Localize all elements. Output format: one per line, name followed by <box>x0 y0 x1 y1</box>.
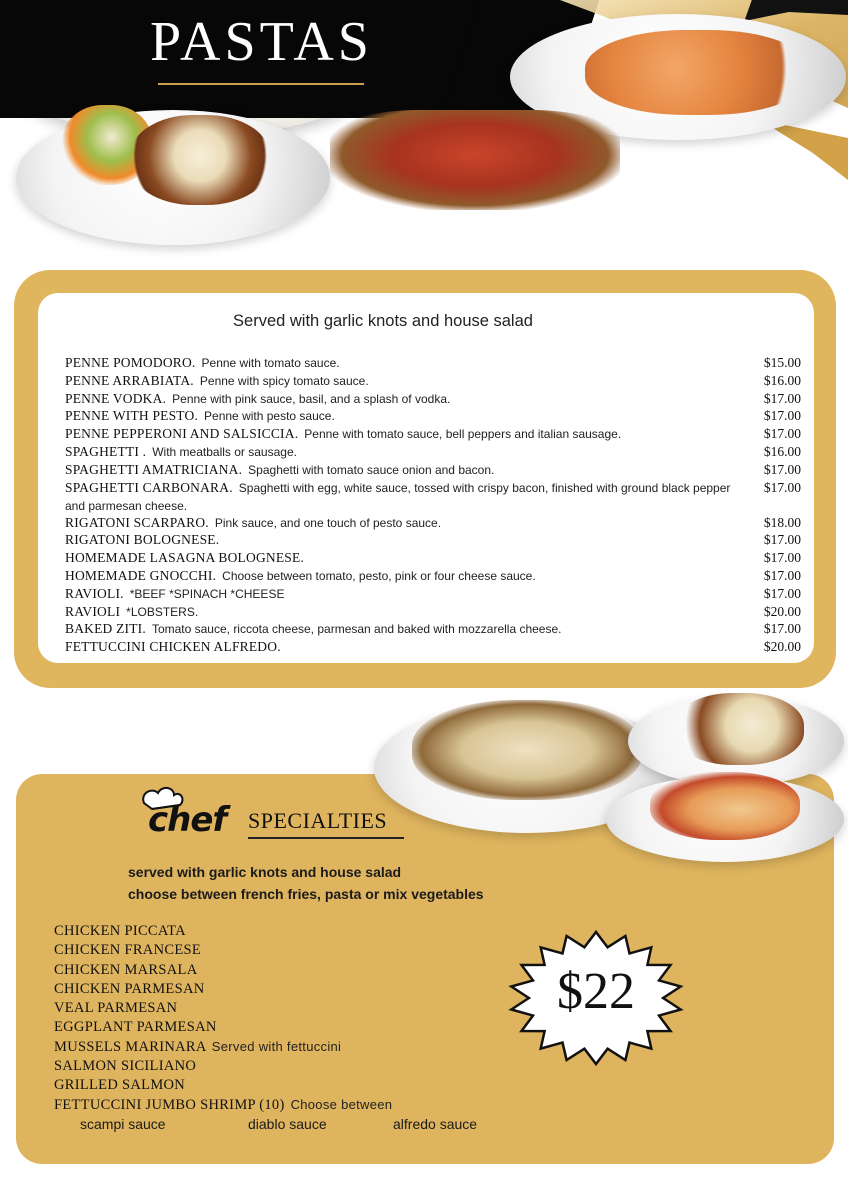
item-name: RIGATONI SCARPARO. <box>65 514 209 530</box>
specialty-name: CHICKEN PARMESAN <box>54 980 205 997</box>
item-name: RAVIOLI. <box>65 585 124 601</box>
pasta-menu-item <box>65 567 801 585</box>
item-description: Spaghetti with egg, white sauce, tossed with crispy bacon, finished with ground black pepper and parmesan cheese. <box>65 480 731 514</box>
pasta-menu-item <box>65 638 801 656</box>
specialty-item <box>54 1017 392 1036</box>
pasta-menu-item <box>65 585 801 603</box>
specialty-name: SALMON SICILIANO <box>54 1058 197 1075</box>
gold-stroke-decoration <box>760 120 848 180</box>
item-description: Penne with tomato sauce. <box>201 356 340 370</box>
item-description: Penne with pink sauce, basil, and a splash of vodka. <box>172 391 451 406</box>
specialties-title: SPECIALTIES <box>248 808 388 833</box>
item-description: With meatballs or sausage. <box>152 444 297 459</box>
item-name: SPAGHETTI CARBONARA. <box>65 479 233 495</box>
item-name: SPAGHETTI . <box>65 443 147 459</box>
specialty-description: Served with fettuccini <box>211 1038 342 1054</box>
pasta-menu-item <box>65 603 801 621</box>
item-description: Tomato sauce, riccota cheese, parmesan and baked with mozzarella cheese. <box>151 622 562 637</box>
sauce-option-scampi: scampi sauce <box>80 1116 166 1132</box>
cutlet-food <box>130 115 270 205</box>
chicken-food <box>674 693 804 765</box>
item-name: PENNE VODKA. <box>65 390 167 406</box>
item-price: $18.00 <box>763 514 801 530</box>
specialty-item <box>54 940 392 959</box>
item-description: *BEEF *SPINACH *CHEESE <box>129 586 285 601</box>
specialty-item <box>54 960 392 979</box>
pasta-menu-list <box>65 354 801 656</box>
item-description: Pink sauce, and one touch of pesto sauce. <box>214 515 442 530</box>
specialty-item <box>54 979 392 998</box>
item-price: $17.00 <box>763 408 801 424</box>
pasta-menu-item <box>65 549 801 567</box>
sauce-option-diablo: diablo sauce <box>248 1116 327 1132</box>
item-price: $17.00 <box>763 567 801 583</box>
specialty-item <box>54 1095 392 1114</box>
pasta-menu-item <box>65 425 801 443</box>
item-name: FETTUCCINI CHICKEN ALFREDO. <box>65 639 281 655</box>
pasta-menu-item <box>65 620 801 638</box>
specialties-note-1: served with garlic knots and house salad <box>128 864 402 880</box>
item-price: $17.00 <box>763 550 801 566</box>
pasta-menu-item <box>65 354 801 372</box>
specialties-underline <box>248 837 404 839</box>
fettuccini-food <box>412 700 642 800</box>
item-description: Choose between tomato, pesto, pink or four cheese sauce. <box>222 568 536 583</box>
item-name: PENNE POMODORO. <box>65 355 196 370</box>
item-price: $17.00 <box>763 532 801 548</box>
sauce-option-alfredo: alfredo sauce <box>393 1116 478 1132</box>
salmon-food <box>650 772 800 840</box>
specialty-name: CHICKEN PICCATA <box>54 923 186 939</box>
chef-logo-text: chef <box>148 800 227 840</box>
specialty-item <box>54 1056 392 1075</box>
specialty-name: CHICKEN FRANCESE <box>54 942 201 959</box>
item-name: BAKED ZITI. <box>65 621 146 637</box>
item-price: $17.00 <box>763 390 801 406</box>
specialty-name: MUSSELS MARINARA <box>54 1038 206 1055</box>
item-price: $17.00 <box>763 461 801 477</box>
specialties-list <box>54 921 392 1114</box>
item-price: $17.00 <box>763 426 801 442</box>
pasta-subtitle: Served with garlic knots and house salad <box>233 312 533 330</box>
item-name: HOMEMADE GNOCCHI. <box>65 567 217 583</box>
specialty-item <box>54 998 392 1017</box>
item-price: $17.00 <box>763 621 801 637</box>
specialty-name: EGGPLANT PARMESAN <box>54 1019 217 1036</box>
item-name: SPAGHETTI AMATRICIANA. <box>65 461 243 477</box>
lasagna-food <box>330 110 620 210</box>
pasta-menu-item <box>65 461 801 479</box>
item-name: PENNE ARRABIATA. <box>65 372 194 388</box>
specialty-description: Choose between <box>290 1096 393 1112</box>
item-price: $20.00 <box>763 603 801 619</box>
item-name: RIGATONI BOLOGNESE. <box>65 532 220 548</box>
page-title: PASTAS <box>150 11 373 73</box>
specialty-name: FETTUCCINI JUMBO SHRIMP (10) <box>54 1096 285 1113</box>
item-name: PENNE PEPPERONI AND SALSICCIA. <box>65 426 299 442</box>
pasta-menu-item <box>65 372 801 390</box>
pasta-menu-item <box>65 479 801 514</box>
item-price: $16.00 <box>763 443 801 459</box>
item-name: RAVIOLI <box>65 603 121 619</box>
specialty-name: GRILLED SALMON <box>54 1077 186 1094</box>
pasta-menu-item <box>65 407 801 425</box>
item-price: $17.00 <box>763 585 801 601</box>
title-underline <box>158 83 364 85</box>
specialties-note-2: choose between french fries, pasta or mix vegetables <box>128 886 484 902</box>
specialties-price: $22 <box>557 963 635 1020</box>
pasta-menu-item <box>65 531 801 549</box>
penne-food <box>585 30 810 115</box>
specialty-name: VEAL PARMESAN <box>54 1000 178 1017</box>
item-price: $15.00 <box>763 355 801 370</box>
pasta-menu-item <box>65 390 801 408</box>
item-description: Spaghetti with tomato sauce onion and bacon. <box>248 462 495 477</box>
pasta-menu-item <box>65 443 801 461</box>
pasta-menu-item <box>65 514 801 532</box>
item-name: HOMEMADE LASAGNA BOLOGNESE. <box>65 550 305 566</box>
specialty-item <box>54 1075 392 1094</box>
item-price: $17.00 <box>763 479 801 495</box>
specialty-item <box>54 921 392 940</box>
item-price: $16.00 <box>763 372 801 388</box>
item-description: Penne with tomato sauce, bell peppers and italian sausage. <box>304 427 622 442</box>
specialty-item <box>54 1037 392 1056</box>
item-description: *LOBSTERS. <box>126 604 199 619</box>
item-description: Penne with pesto sauce. <box>204 409 335 424</box>
item-name: PENNE WITH PESTO. <box>65 408 199 424</box>
specialty-name: CHICKEN MARSALA <box>54 961 198 978</box>
item-description: Penne with spicy tomato sauce. <box>199 373 369 388</box>
item-price: $20.00 <box>763 639 801 655</box>
